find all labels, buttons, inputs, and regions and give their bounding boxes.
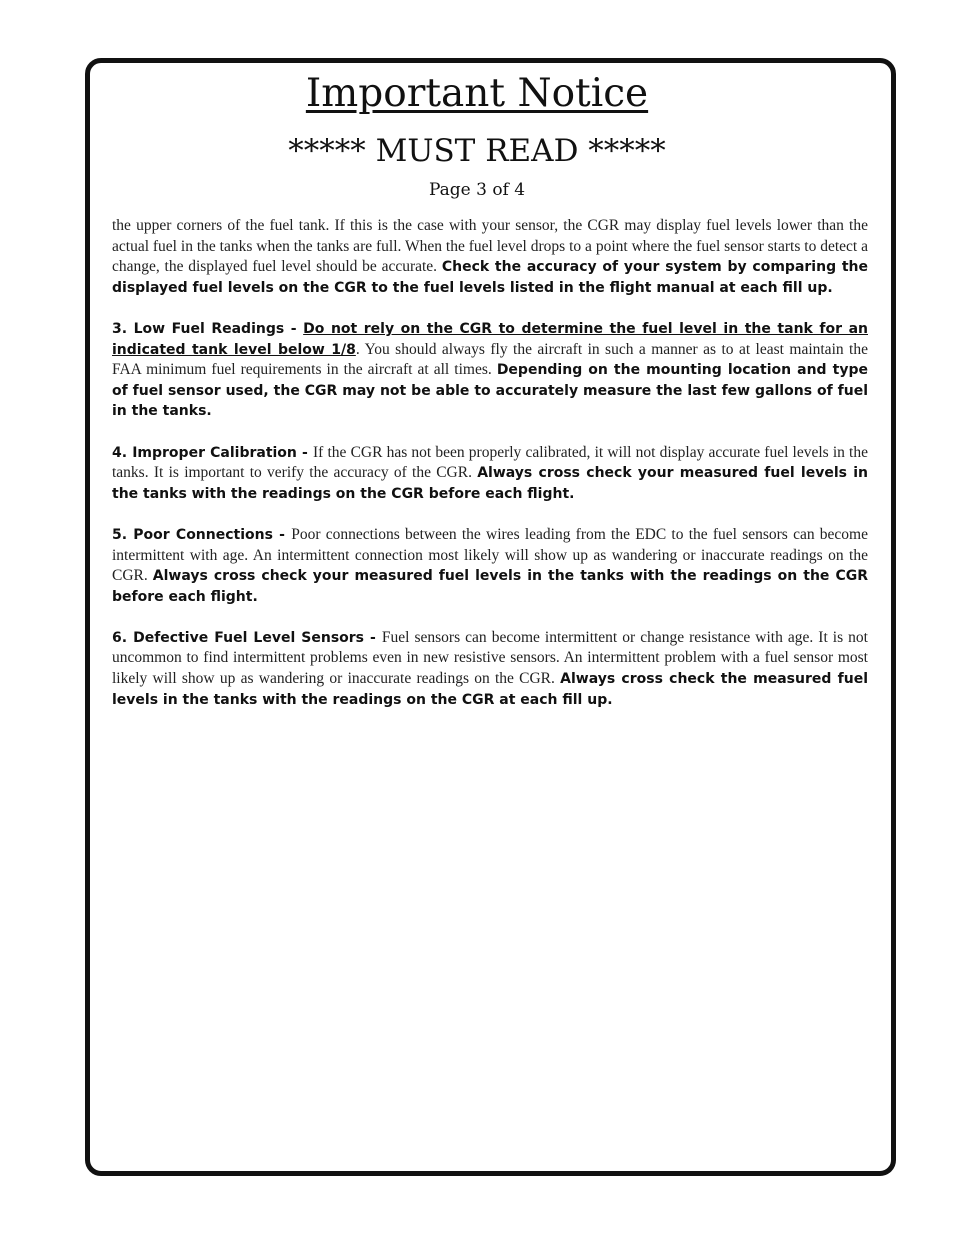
notice-title: Important Notice [305, 71, 649, 116]
paragraph-warning: Depending on the mounting location and type of fuel sensor used, the CGR may not be able to accurately measure the last few gallons of fuel in the tanks. [112, 362, 868, 420]
paragraph-text: . You should always fly the aircraft in such a manner as to at least maintain the FAA minimum fuel requirements in the aircraft at all times. [112, 340, 868, 379]
section-heading: 5. Poor Connections - [112, 526, 292, 543]
paragraph-warning: Always cross check your measured fuel levels in the tanks with the readings on the CGR before each flight. [112, 465, 868, 502]
paragraph-warning: Check the accuracy of your system by comparing the displayed fuel levels on the CGR to the fuel levels listed in the flight manual at each fill up. [112, 259, 868, 296]
paragraph-warning: Always cross check the measured fuel levels in the tanks with the readings on the CGR at each fill up. [112, 671, 868, 708]
notice-body [112, 216, 868, 731]
paragraph-improper-calibration [112, 443, 868, 505]
page-number: Page 3 of 4 [428, 180, 526, 200]
section-heading: 3. Low Fuel Readings - [112, 320, 304, 337]
paragraph-defective-sensors [112, 628, 868, 710]
paragraph-text: If the CGR has not been properly calibrated, it will not display accurate fuel levels in the tanks. It is important to verify the accuracy of the CGR. [112, 443, 868, 482]
must-read-banner: ***** MUST READ ***** [288, 133, 666, 169]
paragraph-text: Poor connections between the wires leading from the EDC to the fuel sensors can become intermittent with age. An intermittent connection most likely will show up as wandering or inaccurate readings on the CGR. [112, 525, 868, 585]
underlined-warning: Do not rely on the CGR to determine the fuel level in the tank for an indicated tank level below 1/8 [112, 320, 868, 358]
section-heading: 6. Defective Fuel Level Sensors - [112, 629, 382, 646]
section-heading: 4. Improper Calibration - [112, 444, 314, 461]
paragraph-text: Fuel sensors can become intermittent or change resistance with age. It is not uncommon to find intermittent problems even in new resistive sensors. An intermittent problem with a fuel sensor most likely will show up as wandering or inaccurate readings on the CGR. [112, 628, 868, 688]
paragraph-poor-connections [112, 525, 868, 607]
paragraph-text: the upper corners of the fuel tank. If this is the case with your sensor, the CGR may display fuel levels lower than the actual fuel in the tanks when the tanks are full. When the fuel level drops to a point where the fuel sensor starts to detect a change, the displayed fuel level should be accurate. [112, 217, 868, 276]
paragraph-tank-corners [112, 216, 868, 298]
paragraph-low-fuel-readings [112, 319, 868, 422]
paragraph-warning: Always cross check your measured fuel levels in the tanks with the readings on the CGR before each flight. [112, 568, 869, 605]
